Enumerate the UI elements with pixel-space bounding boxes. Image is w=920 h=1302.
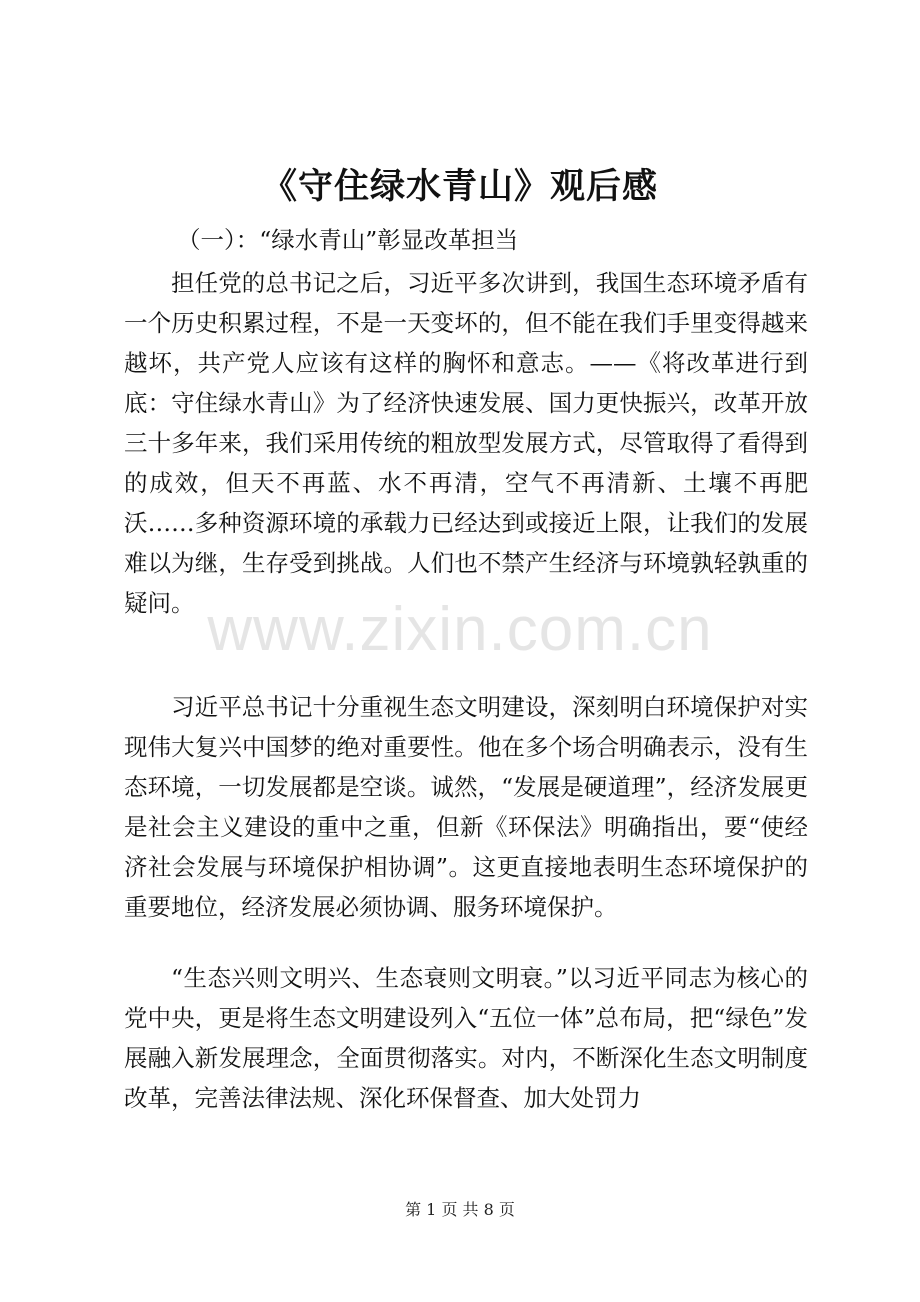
page-footer: 第 1 页 共 8 页 — [405, 1200, 515, 1219]
document-title: 《守住绿水青山》观后感 — [261, 166, 658, 207]
section-subtitle: （一）：“绿水青山”彰显改革担当 — [177, 226, 519, 254]
paragraph: 担任党的总书记之后，习近平多次讲到，我国生态环境矛盾有一个历史积累过程，不是一天变坏的，但不能在我们手里变得越来越坏，共产党人应该有这样的胸怀和意志。——《将改革进行到底：守住绿水青山》为了经济快速发展、国力更快振兴，改革开放三十多年来，我们采用传统的粗放型发展方式，尽管取得了看得到的成效，但天不再蓝、水不再清，空气不再清新、土壤不再肥沃……多种资源环境的承载力已经达到或接近上限，让我们的发展难以为继，生存受到挑战。人们也不禁产生经济与环境孰轻孰重的疑问。 — [124, 269, 808, 617]
watermark: www.zixin.com.cn — [207, 595, 713, 664]
paragraph: 习近平总书记十分重视生态文明建设，深刻明白环境保护对实现伟大复兴中国梦的绝对重要性。他在多个场合明确表示，没有生态环境，一切发展都是空谈。诚然，“发展是硬道理”，经济发展更是社会主义建设的重中之重，但新《环保法》明确指出，要“使经济社会发展与环境保护相协调”。这更直接地表明生态环境保护的重要地位，经济发展必须协调、服务环境保护。 — [124, 693, 808, 921]
paragraph: “生态兴则文明兴、生态衰则文明衰。”以习近平同志为核心的党中央，更是将生态文明建设列入“五位一体”总布局，把“绿色”发展融入新发展理念，全面贯彻落实。对内，不断深化生态文明制度改革，完善法律法规、深化环保督查、加大处罚力 — [124, 964, 808, 1112]
